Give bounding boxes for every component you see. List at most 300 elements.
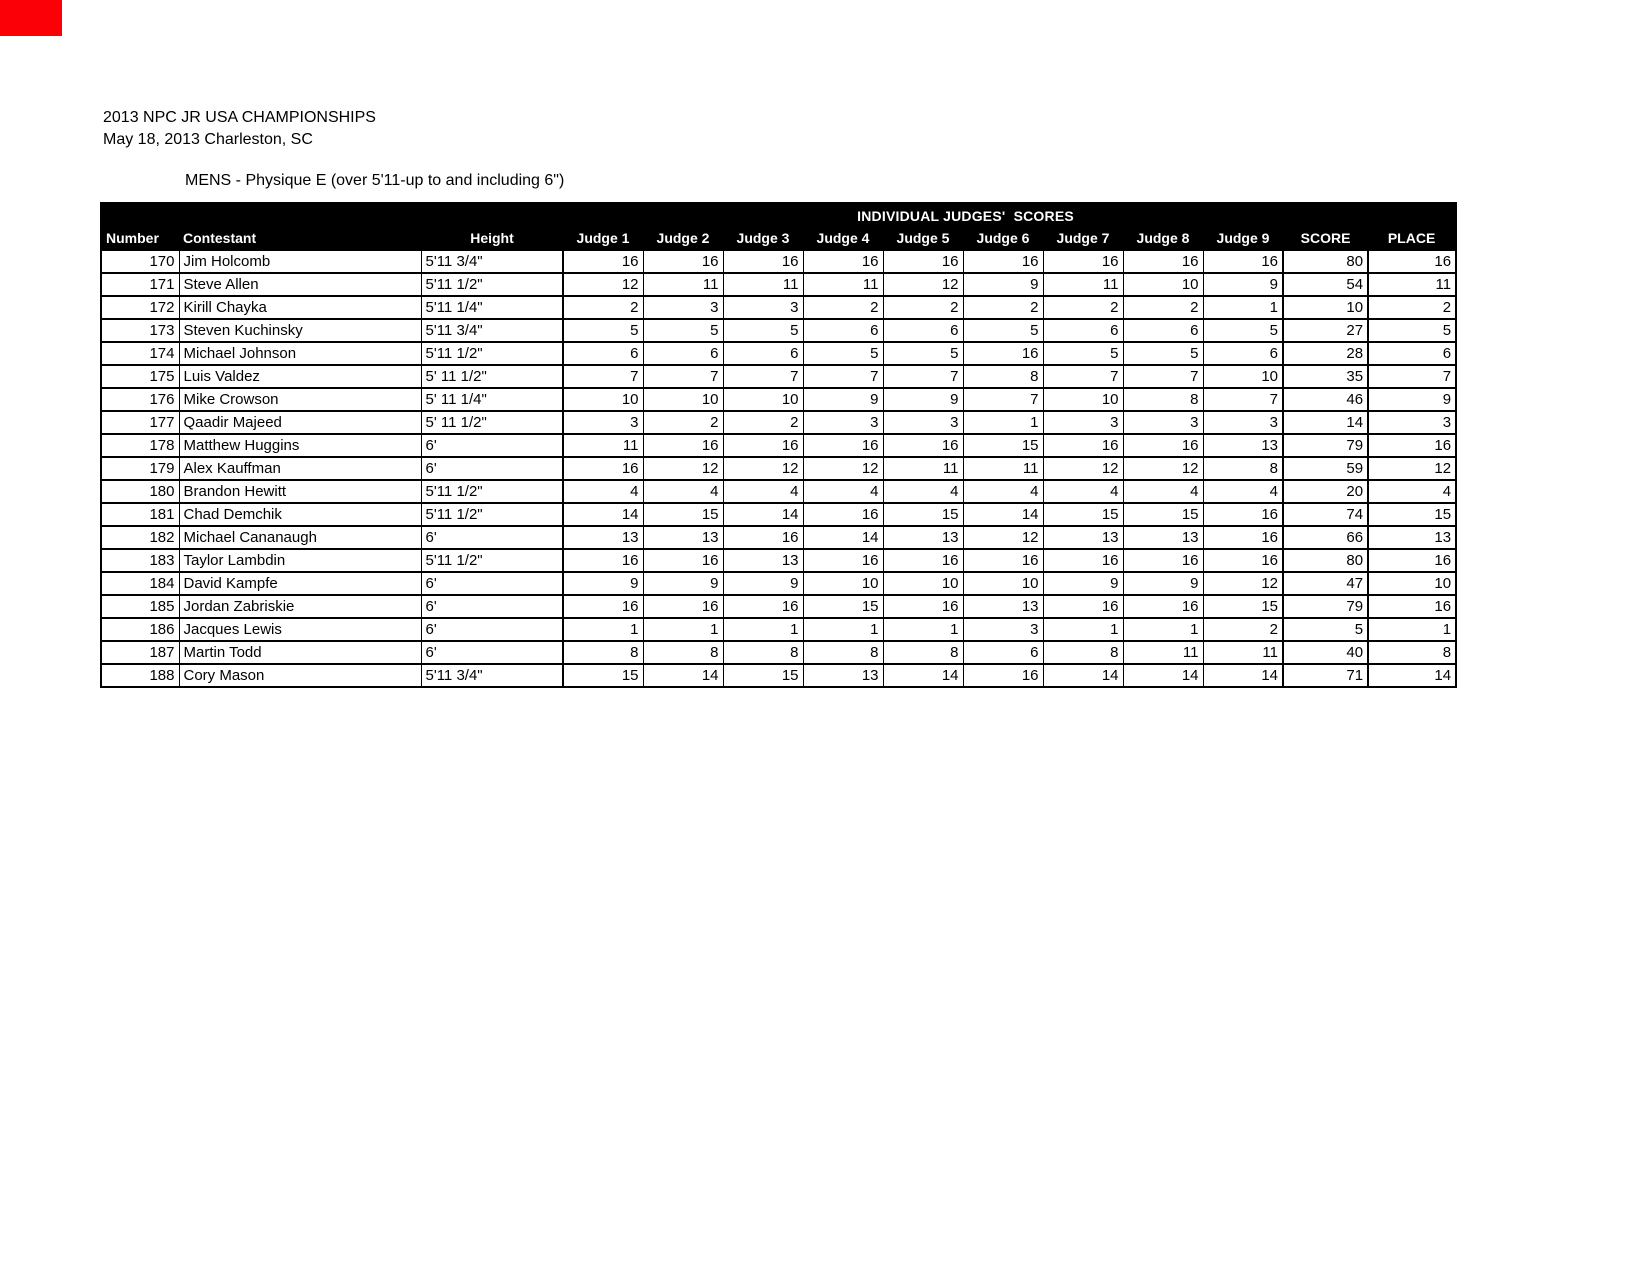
judge-5-cell: 16 [883, 549, 963, 572]
section-label: MENS - Physique E (over 5'11-up to and including 6") [185, 172, 565, 189]
table-row [101, 365, 1456, 388]
judge-9-cell: 16 [1203, 526, 1283, 549]
judge-6-cell: 4 [963, 480, 1043, 503]
contestant-cell: Cory Mason [179, 664, 421, 687]
judge-1-cell: 13 [563, 526, 643, 549]
judge-8-cell: 13 [1123, 526, 1203, 549]
height-cell: 5'11 1/2" [421, 342, 563, 365]
number-cell: 178 [101, 434, 179, 457]
contestant-cell: Steven Kuchinsky [179, 319, 421, 342]
table-row [101, 411, 1456, 434]
judge-1-cell: 16 [563, 549, 643, 572]
judge-6-cell: 6 [963, 641, 1043, 664]
place-cell: 10 [1368, 572, 1456, 595]
judge-9-cell: 13 [1203, 434, 1283, 457]
judge-7-cell: 3 [1043, 411, 1123, 434]
judge-9-cell: 15 [1203, 595, 1283, 618]
judge-3-cell: 16 [723, 526, 803, 549]
judge-4-cell: 12 [803, 457, 883, 480]
judge-1-cell: 4 [563, 480, 643, 503]
judge-2-cell: 5 [643, 319, 723, 342]
judge-3-cell: 3 [723, 296, 803, 319]
score-cell: 40 [1283, 641, 1368, 664]
judge-5-cell: 11 [883, 457, 963, 480]
band-spacer-left [101, 203, 563, 227]
judge-3-cell: 10 [723, 388, 803, 411]
table-row [101, 618, 1456, 641]
judge-9-cell: 11 [1203, 641, 1283, 664]
judge-2-cell: 10 [643, 388, 723, 411]
place-cell: 1 [1368, 618, 1456, 641]
judge-9-cell: 16 [1203, 503, 1283, 526]
col-header-score: SCORE [1283, 227, 1368, 250]
judge-5-cell: 2 [883, 296, 963, 319]
col-header-judge-6: Judge 6 [963, 227, 1043, 250]
judge-3-cell: 14 [723, 503, 803, 526]
judge-5-cell: 5 [883, 342, 963, 365]
judge-3-cell: 16 [723, 250, 803, 273]
judge-5-cell: 10 [883, 572, 963, 595]
contestant-cell: Taylor Lambdin [179, 549, 421, 572]
judge-4-cell: 16 [803, 503, 883, 526]
judge-6-cell: 16 [963, 549, 1043, 572]
height-cell: 5'11 3/4" [421, 319, 563, 342]
judge-3-cell: 16 [723, 595, 803, 618]
judge-8-cell: 6 [1123, 319, 1203, 342]
judge-3-cell: 13 [723, 549, 803, 572]
table-row [101, 342, 1456, 365]
judge-4-cell: 1 [803, 618, 883, 641]
contestant-cell: Michael Cananaugh [179, 526, 421, 549]
place-cell: 7 [1368, 365, 1456, 388]
contestant-cell: Martin Todd [179, 641, 421, 664]
judge-3-cell: 15 [723, 664, 803, 687]
scores-table [100, 202, 1457, 688]
height-cell: 6' [421, 618, 563, 641]
height-cell: 6' [421, 572, 563, 595]
height-cell: 5'11 1/4" [421, 296, 563, 319]
judge-1-cell: 1 [563, 618, 643, 641]
band-title: INDIVIDUAL JUDGES' SCORES [563, 203, 1368, 227]
height-cell: 5'11 1/2" [421, 273, 563, 296]
judge-4-cell: 9 [803, 388, 883, 411]
judge-1-cell: 14 [563, 503, 643, 526]
judge-3-cell: 12 [723, 457, 803, 480]
number-cell: 172 [101, 296, 179, 319]
place-cell: 16 [1368, 434, 1456, 457]
judge-5-cell: 8 [883, 641, 963, 664]
table-row [101, 296, 1456, 319]
judge-9-cell: 16 [1203, 549, 1283, 572]
judge-1-cell: 3 [563, 411, 643, 434]
table-row [101, 572, 1456, 595]
judge-3-cell: 7 [723, 365, 803, 388]
judge-1-cell: 8 [563, 641, 643, 664]
judge-6-cell: 8 [963, 365, 1043, 388]
contestant-cell: Jim Holcomb [179, 250, 421, 273]
place-cell: 5 [1368, 319, 1456, 342]
number-cell: 188 [101, 664, 179, 687]
height-cell: 5'11 3/4" [421, 250, 563, 273]
judge-7-cell: 9 [1043, 572, 1123, 595]
judge-7-cell: 16 [1043, 434, 1123, 457]
judge-1-cell: 10 [563, 388, 643, 411]
score-cell: 79 [1283, 434, 1368, 457]
judge-2-cell: 13 [643, 526, 723, 549]
number-cell: 183 [101, 549, 179, 572]
place-cell: 16 [1368, 549, 1456, 572]
number-cell: 186 [101, 618, 179, 641]
col-header-judge-2: Judge 2 [643, 227, 723, 250]
height-cell: 6' [421, 595, 563, 618]
score-cell: 27 [1283, 319, 1368, 342]
judge-4-cell: 16 [803, 250, 883, 273]
table-row [101, 273, 1456, 296]
score-cell: 28 [1283, 342, 1368, 365]
judge-4-cell: 6 [803, 319, 883, 342]
number-cell: 185 [101, 595, 179, 618]
judge-9-cell: 2 [1203, 618, 1283, 641]
number-cell: 187 [101, 641, 179, 664]
judge-6-cell: 10 [963, 572, 1043, 595]
col-header-judge-1: Judge 1 [563, 227, 643, 250]
number-cell: 181 [101, 503, 179, 526]
number-cell: 173 [101, 319, 179, 342]
judge-6-cell: 11 [963, 457, 1043, 480]
judge-8-cell: 16 [1123, 549, 1203, 572]
red-corner-mark [0, 0, 62, 36]
judge-7-cell: 7 [1043, 365, 1123, 388]
score-cell: 71 [1283, 664, 1368, 687]
judge-5-cell: 14 [883, 664, 963, 687]
judge-9-cell: 14 [1203, 664, 1283, 687]
judge-3-cell: 1 [723, 618, 803, 641]
col-header-number: Number [101, 227, 179, 250]
judge-4-cell: 11 [803, 273, 883, 296]
height-cell: 5' 11 1/2" [421, 365, 563, 388]
col-header-judge-9: Judge 9 [1203, 227, 1283, 250]
judge-1-cell: 11 [563, 434, 643, 457]
number-cell: 171 [101, 273, 179, 296]
score-cell: 5 [1283, 618, 1368, 641]
contestant-cell: Alex Kauffman [179, 457, 421, 480]
judge-3-cell: 5 [723, 319, 803, 342]
judge-1-cell: 2 [563, 296, 643, 319]
judge-5-cell: 13 [883, 526, 963, 549]
place-cell: 16 [1368, 250, 1456, 273]
contestant-cell: Michael Johnson [179, 342, 421, 365]
judge-2-cell: 12 [643, 457, 723, 480]
judge-8-cell: 16 [1123, 250, 1203, 273]
judge-3-cell: 4 [723, 480, 803, 503]
judge-4-cell: 5 [803, 342, 883, 365]
number-cell: 176 [101, 388, 179, 411]
table-row [101, 388, 1456, 411]
place-cell: 2 [1368, 296, 1456, 319]
col-header-judge-5: Judge 5 [883, 227, 963, 250]
judge-4-cell: 13 [803, 664, 883, 687]
col-header-place: PLACE [1368, 227, 1456, 250]
judge-5-cell: 4 [883, 480, 963, 503]
judge-8-cell: 9 [1123, 572, 1203, 595]
table-row [101, 457, 1456, 480]
judge-9-cell: 6 [1203, 342, 1283, 365]
contestant-cell: Jordan Zabriskie [179, 595, 421, 618]
page-title: 2013 NPC JR USA CHAMPIONSHIPS [103, 109, 376, 126]
judge-9-cell: 1 [1203, 296, 1283, 319]
judge-1-cell: 15 [563, 664, 643, 687]
judge-7-cell: 4 [1043, 480, 1123, 503]
score-cell: 54 [1283, 273, 1368, 296]
judge-8-cell: 16 [1123, 434, 1203, 457]
number-cell: 177 [101, 411, 179, 434]
judge-3-cell: 11 [723, 273, 803, 296]
column-header-row [101, 227, 1456, 250]
judge-7-cell: 16 [1043, 250, 1123, 273]
table-row [101, 549, 1456, 572]
judge-7-cell: 1 [1043, 618, 1123, 641]
judge-6-cell: 5 [963, 319, 1043, 342]
judge-2-cell: 16 [643, 434, 723, 457]
height-cell: 6' [421, 641, 563, 664]
place-cell: 8 [1368, 641, 1456, 664]
judge-2-cell: 7 [643, 365, 723, 388]
height-cell: 5'11 1/2" [421, 503, 563, 526]
col-header-height: Height [421, 227, 563, 250]
judge-2-cell: 14 [643, 664, 723, 687]
judge-8-cell: 15 [1123, 503, 1203, 526]
judge-9-cell: 3 [1203, 411, 1283, 434]
judge-8-cell: 8 [1123, 388, 1203, 411]
table-row [101, 526, 1456, 549]
judge-5-cell: 15 [883, 503, 963, 526]
judge-8-cell: 11 [1123, 641, 1203, 664]
judge-9-cell: 8 [1203, 457, 1283, 480]
judge-7-cell: 16 [1043, 595, 1123, 618]
judge-9-cell: 12 [1203, 572, 1283, 595]
contestant-cell: Chad Demchik [179, 503, 421, 526]
judge-6-cell: 1 [963, 411, 1043, 434]
judge-9-cell: 5 [1203, 319, 1283, 342]
judge-6-cell: 9 [963, 273, 1043, 296]
contestant-cell: Matthew Huggins [179, 434, 421, 457]
judge-2-cell: 2 [643, 411, 723, 434]
judge-4-cell: 8 [803, 641, 883, 664]
place-cell: 15 [1368, 503, 1456, 526]
number-cell: 174 [101, 342, 179, 365]
judge-1-cell: 16 [563, 250, 643, 273]
score-cell: 66 [1283, 526, 1368, 549]
judge-7-cell: 10 [1043, 388, 1123, 411]
score-cell: 74 [1283, 503, 1368, 526]
height-cell: 5'11 1/2" [421, 480, 563, 503]
judge-4-cell: 4 [803, 480, 883, 503]
judge-6-cell: 13 [963, 595, 1043, 618]
judge-8-cell: 3 [1123, 411, 1203, 434]
contestant-cell: Qaadir Majeed [179, 411, 421, 434]
judge-8-cell: 10 [1123, 273, 1203, 296]
place-cell: 11 [1368, 273, 1456, 296]
judge-5-cell: 3 [883, 411, 963, 434]
judge-4-cell: 16 [803, 434, 883, 457]
judge-6-cell: 14 [963, 503, 1043, 526]
judge-4-cell: 10 [803, 572, 883, 595]
score-cell: 47 [1283, 572, 1368, 595]
number-cell: 184 [101, 572, 179, 595]
table-row [101, 480, 1456, 503]
judge-6-cell: 16 [963, 250, 1043, 273]
score-cell: 59 [1283, 457, 1368, 480]
judge-4-cell: 3 [803, 411, 883, 434]
judge-5-cell: 1 [883, 618, 963, 641]
judge-1-cell: 7 [563, 365, 643, 388]
number-cell: 175 [101, 365, 179, 388]
place-cell: 16 [1368, 595, 1456, 618]
judge-9-cell: 16 [1203, 250, 1283, 273]
judge-6-cell: 2 [963, 296, 1043, 319]
judge-5-cell: 6 [883, 319, 963, 342]
place-cell: 12 [1368, 457, 1456, 480]
judge-6-cell: 16 [963, 342, 1043, 365]
number-cell: 170 [101, 250, 179, 273]
contestant-cell: Brandon Hewitt [179, 480, 421, 503]
number-cell: 182 [101, 526, 179, 549]
score-cell: 10 [1283, 296, 1368, 319]
table-row [101, 434, 1456, 457]
judge-5-cell: 16 [883, 250, 963, 273]
height-cell: 6' [421, 434, 563, 457]
judge-3-cell: 16 [723, 434, 803, 457]
judge-9-cell: 7 [1203, 388, 1283, 411]
judge-7-cell: 16 [1043, 549, 1123, 572]
judge-1-cell: 9 [563, 572, 643, 595]
judge-4-cell: 7 [803, 365, 883, 388]
judge-4-cell: 15 [803, 595, 883, 618]
table-body [101, 250, 1456, 687]
contestant-cell: David Kampfe [179, 572, 421, 595]
number-cell: 179 [101, 457, 179, 480]
height-cell: 5'11 3/4" [421, 664, 563, 687]
judge-2-cell: 3 [643, 296, 723, 319]
judge-1-cell: 16 [563, 595, 643, 618]
judge-2-cell: 9 [643, 572, 723, 595]
judge-6-cell: 7 [963, 388, 1043, 411]
judge-7-cell: 11 [1043, 273, 1123, 296]
col-header-judge-7: Judge 7 [1043, 227, 1123, 250]
judge-2-cell: 11 [643, 273, 723, 296]
table-row [101, 641, 1456, 664]
judge-5-cell: 16 [883, 595, 963, 618]
judge-8-cell: 16 [1123, 595, 1203, 618]
col-header-contestant: Contestant [179, 227, 421, 250]
number-cell: 180 [101, 480, 179, 503]
col-header-judge-8: Judge 8 [1123, 227, 1203, 250]
judge-7-cell: 6 [1043, 319, 1123, 342]
judge-6-cell: 15 [963, 434, 1043, 457]
judge-4-cell: 16 [803, 549, 883, 572]
judge-2-cell: 16 [643, 595, 723, 618]
judge-7-cell: 5 [1043, 342, 1123, 365]
judge-7-cell: 8 [1043, 641, 1123, 664]
judge-2-cell: 6 [643, 342, 723, 365]
score-cell: 14 [1283, 411, 1368, 434]
place-cell: 14 [1368, 664, 1456, 687]
judge-4-cell: 14 [803, 526, 883, 549]
table-row [101, 250, 1456, 273]
judge-9-cell: 9 [1203, 273, 1283, 296]
judge-3-cell: 6 [723, 342, 803, 365]
judge-2-cell: 1 [643, 618, 723, 641]
score-cell: 79 [1283, 595, 1368, 618]
judge-7-cell: 12 [1043, 457, 1123, 480]
judge-6-cell: 3 [963, 618, 1043, 641]
contestant-cell: Kirill Chayka [179, 296, 421, 319]
place-cell: 3 [1368, 411, 1456, 434]
band-header-row [101, 203, 1456, 227]
judge-5-cell: 16 [883, 434, 963, 457]
place-cell: 6 [1368, 342, 1456, 365]
score-cell: 46 [1283, 388, 1368, 411]
judge-2-cell: 16 [643, 250, 723, 273]
col-header-judge-3: Judge 3 [723, 227, 803, 250]
judge-2-cell: 4 [643, 480, 723, 503]
judge-7-cell: 13 [1043, 526, 1123, 549]
col-header-judge-4: Judge 4 [803, 227, 883, 250]
judge-3-cell: 9 [723, 572, 803, 595]
contestant-cell: Mike Crowson [179, 388, 421, 411]
place-cell: 13 [1368, 526, 1456, 549]
place-cell: 9 [1368, 388, 1456, 411]
judge-8-cell: 14 [1123, 664, 1203, 687]
contestant-cell: Luis Valdez [179, 365, 421, 388]
table-row [101, 595, 1456, 618]
band-spacer-right [1368, 203, 1456, 227]
page-subtitle: May 18, 2013 Charleston, SC [103, 131, 313, 148]
judge-8-cell: 5 [1123, 342, 1203, 365]
judge-3-cell: 8 [723, 641, 803, 664]
judge-8-cell: 12 [1123, 457, 1203, 480]
judge-2-cell: 8 [643, 641, 723, 664]
judge-8-cell: 2 [1123, 296, 1203, 319]
judge-7-cell: 15 [1043, 503, 1123, 526]
height-cell: 5' 11 1/2" [421, 411, 563, 434]
table-row [101, 664, 1456, 687]
judge-7-cell: 2 [1043, 296, 1123, 319]
judge-5-cell: 9 [883, 388, 963, 411]
table-row [101, 503, 1456, 526]
judge-9-cell: 10 [1203, 365, 1283, 388]
judge-1-cell: 5 [563, 319, 643, 342]
score-cell: 80 [1283, 549, 1368, 572]
table-row [101, 319, 1456, 342]
contestant-cell: Jacques Lewis [179, 618, 421, 641]
score-cell: 35 [1283, 365, 1368, 388]
judge-2-cell: 15 [643, 503, 723, 526]
height-cell: 6' [421, 457, 563, 480]
judge-6-cell: 12 [963, 526, 1043, 549]
judge-6-cell: 16 [963, 664, 1043, 687]
judge-2-cell: 16 [643, 549, 723, 572]
judge-1-cell: 16 [563, 457, 643, 480]
score-cell: 20 [1283, 480, 1368, 503]
judge-5-cell: 12 [883, 273, 963, 296]
judge-1-cell: 6 [563, 342, 643, 365]
place-cell: 4 [1368, 480, 1456, 503]
height-cell: 5'11 1/2" [421, 549, 563, 572]
judge-8-cell: 1 [1123, 618, 1203, 641]
judge-3-cell: 2 [723, 411, 803, 434]
height-cell: 5' 11 1/4" [421, 388, 563, 411]
